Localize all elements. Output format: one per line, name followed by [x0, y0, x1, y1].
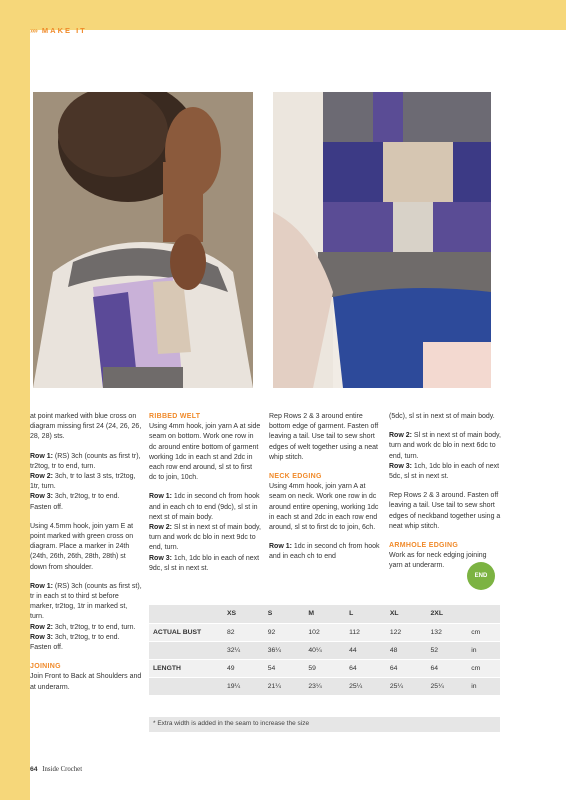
section-header: [30, 26, 87, 35]
photo-model-back: [273, 92, 491, 388]
instruction-row: [149, 554, 261, 574]
paragraph: Rep Rows 2 & 3 around entire bottom edge of garment. Fasten off leaving a tail. Use tail to sew short edges of welt together using a neat whip stitch.: [269, 413, 379, 461]
instruction-row: [30, 582, 142, 623]
column-header: XL: [386, 605, 427, 623]
column-header: L: [345, 605, 386, 623]
table-row: [149, 641, 500, 659]
section-heading: ARMHOLE EDGING: [389, 542, 459, 550]
instruction-rows: [389, 431, 501, 482]
row-text: 1dc in second ch from hook and in each ch to end (9dc), sl st in next st of main body.: [149, 493, 260, 521]
paragraph: Rep Rows 2 & 3 around. Fasten off leaving a tail. Use tail to sew short edges of neckband together using a neat whip stitch.: [389, 492, 501, 530]
double-arrow-icon: »»: [30, 26, 37, 35]
table-cell: 92: [264, 623, 305, 641]
instruction-row: [30, 492, 142, 512]
instruction-row: [30, 452, 142, 472]
row-label: Row 3:: [149, 554, 172, 562]
photo-model-front: [33, 92, 253, 388]
table-cell: 112: [345, 623, 386, 641]
row-text: 3ch, tr2tog, tr to end. Fasten off.: [30, 633, 120, 652]
row-label: Row 2:: [389, 432, 412, 440]
table-cell: 40¼: [304, 641, 345, 659]
instruction-rows: [149, 492, 261, 574]
text-column-2: [149, 412, 261, 583]
row-label-cell: [149, 641, 223, 659]
row-text: 3ch, tr2tog, tr to end. Fasten off.: [30, 493, 120, 511]
row-label: Row 3:: [30, 493, 53, 501]
table-cell: 64: [427, 659, 468, 677]
row-label: Row 2:: [30, 623, 53, 631]
table-cell: cm: [467, 659, 500, 677]
column-header: [149, 605, 223, 623]
row-text: (RS) 3ch (counts as first tr), tr2tog, tr to end, turn.: [30, 452, 141, 470]
table-cell: 102: [304, 623, 345, 641]
paragraph: Join Front to Back at Shoulders and at underarm.: [30, 673, 142, 691]
row-label: Row 2:: [149, 524, 172, 532]
table-cell: 21¼: [264, 677, 305, 695]
table-cell: 36¼: [264, 641, 305, 659]
row-label: Row 1:: [30, 452, 53, 460]
page-number: 64: [30, 766, 38, 773]
table-cell: 23¼: [304, 677, 345, 695]
row-label-cell: LENGTH: [149, 659, 223, 677]
column-header: S: [264, 605, 305, 623]
instruction-row: [389, 462, 501, 482]
instruction-row: [149, 523, 261, 554]
table-cell: 25¼: [345, 677, 386, 695]
row-text: 3ch, tr to last 3 sts, tr2tog, 1tr, turn.: [30, 473, 136, 491]
instruction-row: [30, 472, 142, 492]
table-cell: 122: [386, 623, 427, 641]
instruction-row: [30, 633, 142, 653]
row-text: Sl st in next st of main body, turn and work dc blo in next 9dc to end, turn.: [149, 524, 261, 552]
table-cell: 59: [304, 659, 345, 677]
table-cell: 132: [427, 623, 468, 641]
instruction-rows: [30, 452, 142, 513]
table-cell: 49: [223, 659, 264, 677]
table-cell: in: [467, 677, 500, 695]
table-cell: 25¼: [386, 677, 427, 695]
row-text: 1ch, 1dc blo in each of next 9dc, sl st in next st.: [149, 554, 260, 572]
table-cell: 44: [345, 641, 386, 659]
row-label: Row 1:: [30, 582, 53, 590]
section-heading: RIBBED WELT: [149, 413, 201, 420]
table-row: [149, 677, 500, 695]
size-table: [149, 605, 500, 696]
row-label: Row 1:: [149, 493, 172, 501]
table-row: [149, 623, 500, 641]
paragraph: at point marked with blue cross on diagram missing first 24 (24, 26, 26, 28, 28) sts.: [30, 413, 142, 441]
instruction-rows: [269, 542, 381, 562]
section-heading: JOINING: [30, 663, 61, 671]
table-cell: 64: [345, 659, 386, 677]
paragraph: (5dc), sl st in next st of main body.: [389, 413, 495, 420]
row-label: Row 2:: [30, 473, 53, 481]
table-cell: 19¼: [223, 677, 264, 695]
row-text: 3ch, tr2tog, tr to end, turn.: [52, 623, 136, 631]
table-cell: 82: [223, 623, 264, 641]
table-cell: 64: [386, 659, 427, 677]
instruction-row: [30, 623, 142, 633]
table-header-row: [149, 605, 500, 623]
watermark: PassionForum.ru: [483, 780, 558, 790]
column-header: XS: [223, 605, 264, 623]
table-cell: 25¼: [427, 677, 468, 695]
column-header: 2XL: [427, 605, 468, 623]
paragraph: Using 4mm hook, join yarn A at seam on neck. Work one row in dc around entire opening, working 1dc in each st and 2dc in each row end around, sl st to first dc to join, 6ch.: [269, 483, 379, 532]
row-label: Row 3:: [30, 633, 53, 641]
publication-name: Inside Crochet: [42, 766, 83, 773]
table-cell: cm: [467, 623, 500, 641]
text-column-3: [269, 412, 381, 572]
row-text: 1ch, 1dc blo in each of next 5dc, sl st in next st.: [389, 462, 500, 481]
row-text: Sl st in next st of main body, turn and work dc blo in next 6dc to end, turn.: [389, 432, 501, 460]
page-footer: [30, 766, 82, 773]
row-text: 1dc in second ch from hook and in each ch to end: [269, 543, 380, 561]
row-label-cell: ACTUAL BUST: [149, 623, 223, 641]
instruction-rows: [30, 582, 142, 653]
section-heading: NECK EDGING: [269, 473, 322, 481]
row-label-cell: [149, 677, 223, 695]
section-title: MAKE IT: [41, 26, 87, 35]
row-text: (RS) 3ch (counts as first st), tr in each st to third st before marker, tr2tog, 1tr in marked st, turn.: [30, 582, 142, 621]
table-cell: 54: [264, 659, 305, 677]
row-label: Row 3:: [389, 462, 412, 470]
instruction-row: [269, 542, 381, 562]
paragraph: Using 4.5mm hook, join yarn E at point marked with green cross on diagram. Place a marker in 24th (24th, 26th, 26th, 28th, 28th) st down from shoulder.: [30, 522, 134, 571]
instruction-row: [389, 431, 501, 462]
paragraph: Using 4mm hook, join yarn A at side seam on bottom. Work one row in dc around entire bottom of garment working 1dc in each st and 2dc in each row end around, sl st to first dc to join, 10ch.: [149, 423, 261, 482]
table-cell: 48: [386, 641, 427, 659]
text-column-1: [30, 412, 142, 702]
column-header: M: [304, 605, 345, 623]
instruction-row: [149, 492, 261, 523]
text-column-4: [389, 412, 501, 581]
table-cell: 52: [427, 641, 468, 659]
table-row: [149, 659, 500, 677]
paragraph: Work as for neck edging joining yarn at underarm.: [389, 552, 487, 570]
table-cell: in: [467, 641, 500, 659]
row-label: Row 1:: [269, 543, 292, 551]
table-note: * Extra width is added in the seam to increase the size: [149, 717, 500, 732]
column-header: [467, 605, 500, 623]
end-badge: END: [467, 562, 495, 590]
table-cell: 32¼: [223, 641, 264, 659]
